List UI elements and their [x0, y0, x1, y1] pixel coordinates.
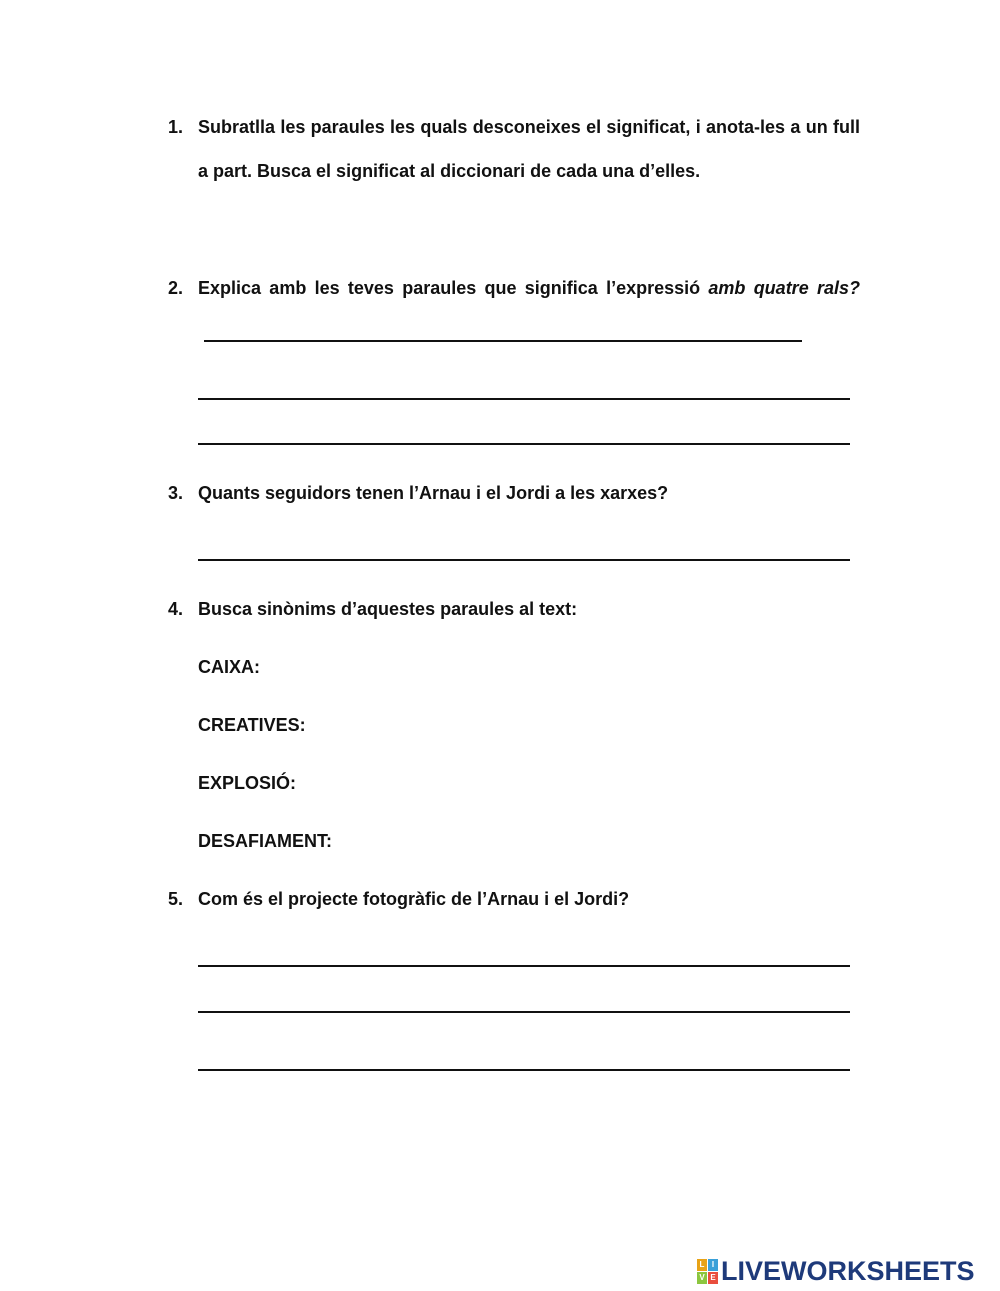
synonym-label-explosio: EXPLOSIÓ:	[198, 773, 297, 793]
question-text-plain: Explica amb les teves paraules que significa l’expressió	[198, 278, 709, 298]
logo-letter: E	[708, 1272, 718, 1284]
question-text	[198, 266, 860, 354]
answer-line[interactable]	[198, 559, 850, 561]
question-5	[168, 877, 860, 921]
question-number: 2.	[168, 278, 184, 298]
answer-line[interactable]	[198, 443, 850, 445]
logo-text: LIVEWORKSHEETS	[721, 1255, 975, 1286]
question-text: Com és el projecte fotogràfic de l’Arnau i el Jordi?	[198, 889, 630, 909]
question-4	[168, 587, 860, 631]
logo-letter: V	[697, 1272, 707, 1284]
question-number: 5.	[168, 889, 184, 909]
question-text: Subratlla les paraules les quals desconeixes el significat, i anota-les a un full a part. Busca el significat al diccionari de cada una d’elles.	[198, 117, 860, 181]
answer-line[interactable]	[198, 1069, 850, 1071]
logo-letter: L	[697, 1259, 707, 1271]
answer-line[interactable]	[198, 1011, 850, 1013]
liveworksheets-logo	[697, 1256, 975, 1286]
synonym-label-caixa: CAIXA:	[198, 657, 260, 677]
synonym-label-desafiament: DESAFIAMENT:	[198, 831, 332, 851]
answer-line[interactable]	[198, 965, 850, 967]
synonym-label-creatives: CREATIVES:	[198, 715, 306, 735]
question-text: Busca sinònims d’aquestes paraules al text:	[198, 599, 578, 619]
question-number: 1.	[168, 117, 184, 137]
expression-italic: amb quatre rals?	[708, 278, 860, 298]
logo-letter: I	[708, 1259, 718, 1271]
answer-line[interactable]	[198, 398, 850, 400]
question-number: 3.	[168, 483, 184, 503]
question-number: 4.	[168, 599, 184, 619]
logo-mark-icon	[697, 1259, 718, 1284]
question-2	[168, 266, 860, 354]
question-text: Quants seguidors tenen l’Arnau i el Jordi a les xarxes?	[198, 483, 669, 503]
question-1	[168, 105, 860, 193]
question-3	[168, 471, 860, 515]
answer-line[interactable]	[204, 320, 802, 342]
